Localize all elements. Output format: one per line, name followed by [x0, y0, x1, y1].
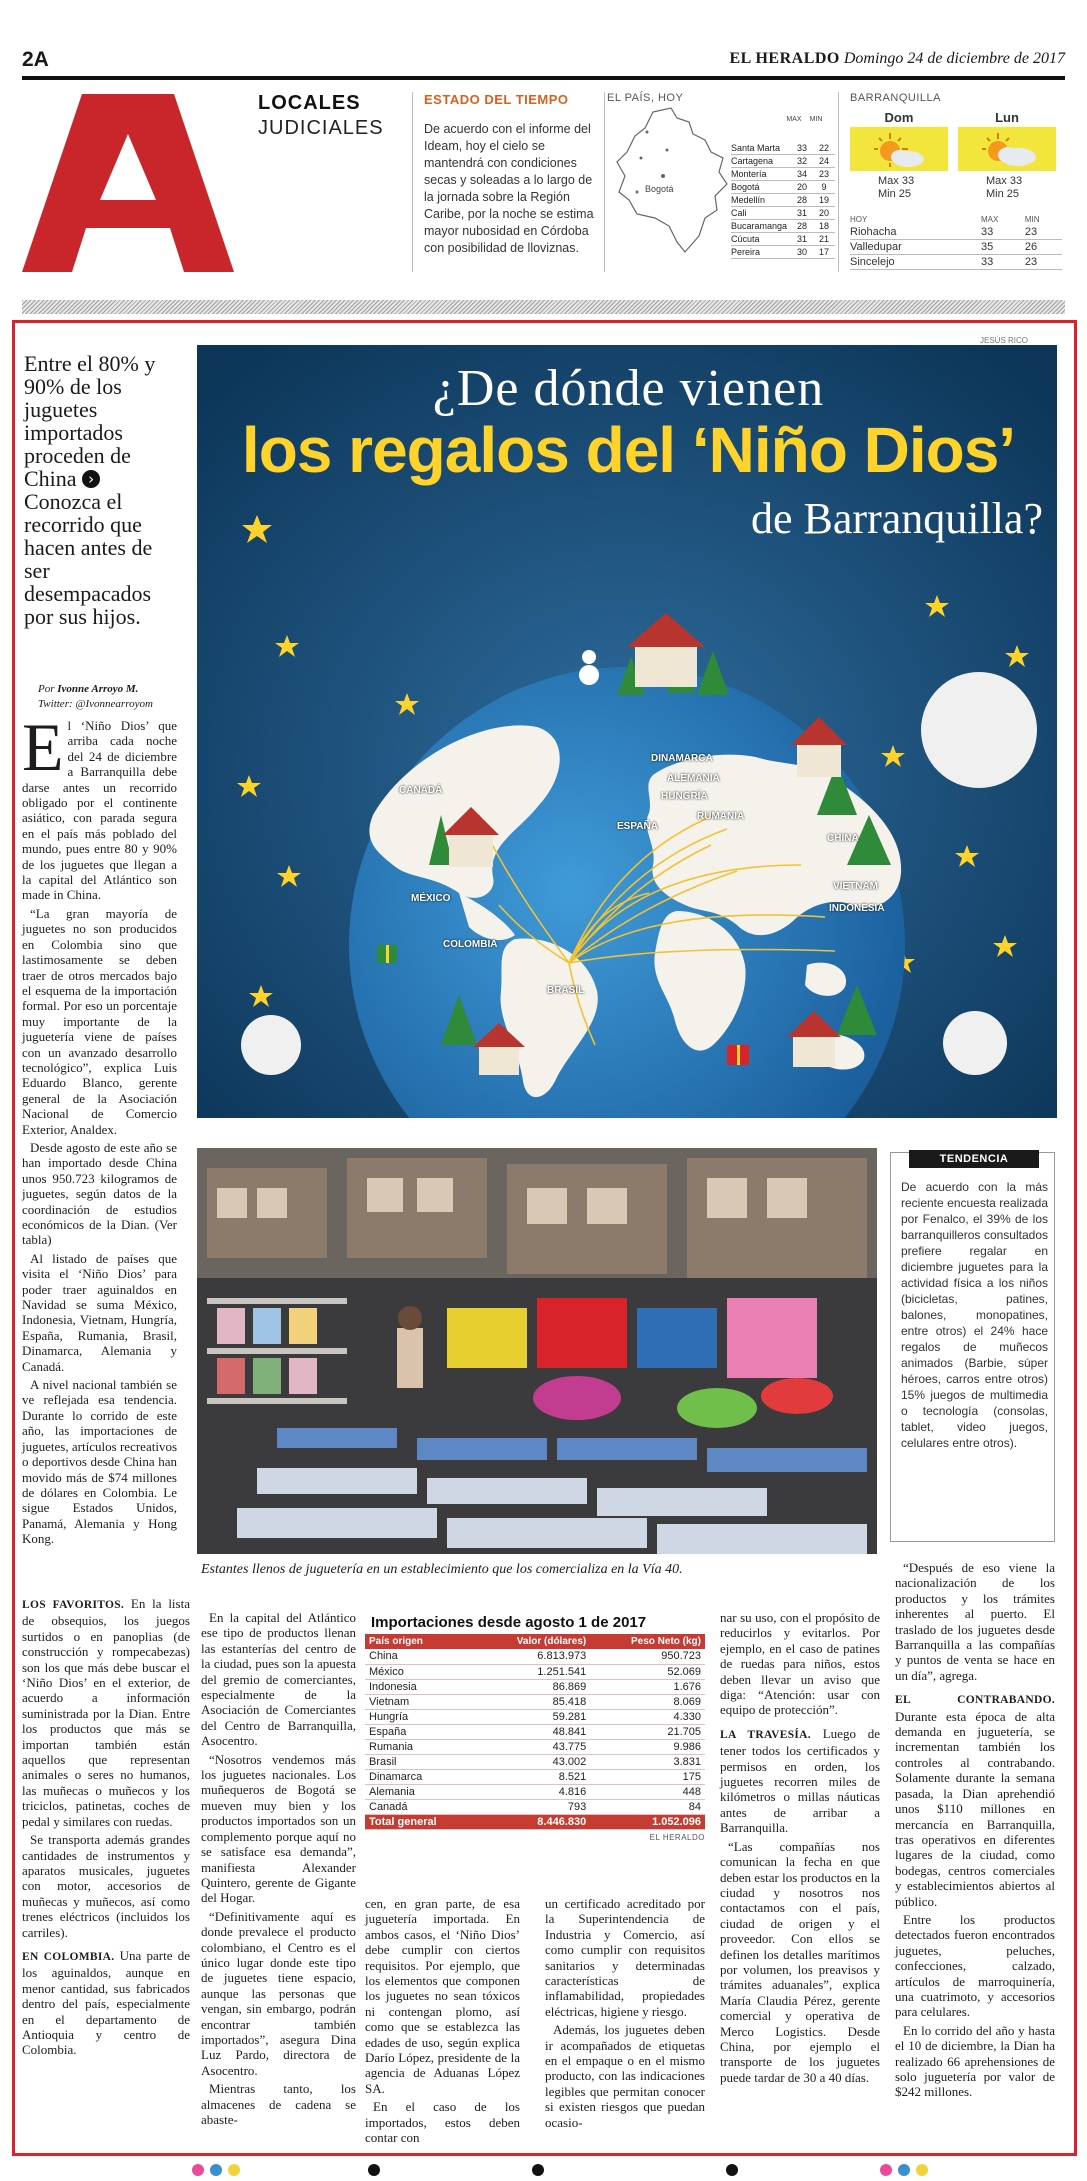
- section-title: [258, 92, 428, 140]
- illustration-credit: JESÚS RICO: [980, 336, 1029, 345]
- table-row: [365, 1694, 705, 1709]
- table-row: [365, 1649, 705, 1664]
- article-column-1b: [22, 1596, 190, 2061]
- table-cell: España: [365, 1724, 476, 1739]
- map-city-label: Bogotá: [645, 184, 674, 194]
- article-paragraph: LA TRAVESÍA. Luego de tener todos los certificados y permisos en orden, los juguetes recorren miles de kilómetros o millas náuticas antes de arribar a Barranquilla.: [720, 1725, 881, 1836]
- article-column-5: [720, 1610, 880, 2088]
- headline-main: los regalos del ‘Niño Dios’: [241, 414, 1016, 486]
- table-cell: 1.052.096: [590, 1814, 705, 1829]
- table-row: [850, 225, 1062, 240]
- forecast-max: Max 33: [878, 175, 915, 187]
- country-weather-title: EL PAÍS, HOY: [607, 92, 684, 104]
- table-cell: 1.251.541: [476, 1664, 590, 1679]
- table-cell: 28: [791, 194, 813, 207]
- article-paragraph: un certificado acreditado por la Superintendencia de Industria y Comercio, así como cumplir con requisitos sanitarios y determinadas características de inflamabilidad, propiedades eléctricas, higiene y riesgo.: [545, 1896, 705, 2019]
- kicker-more: Conozca el recorrido que hacen antes de ser desempacados por sus hijos.: [24, 489, 153, 629]
- imports-table: [365, 1614, 705, 1842]
- table-cell: 8.069: [590, 1694, 705, 1709]
- table-row: [365, 1769, 705, 1784]
- table-row: [731, 233, 835, 246]
- table-cell: 23: [813, 168, 835, 181]
- col-max-label: MAX: [981, 215, 999, 224]
- map-label-hungria: HUNGRÍA: [661, 791, 708, 802]
- forecast-day: [850, 110, 948, 201]
- author-twitter: Twitter: @Ivonnearroyom: [38, 698, 153, 710]
- article-paragraph: “La gran mayoría de juguetes no son producidos en Colombia sino que lastimosamente se deben traer de otros mercados bajo el esquema de la importación formal. Por eso un porcentaje muy importante de la juguetería viene de países con un avanzado desarrollo tecnológico”, explica Luis Eduardo Blanco, gerente general de la Asociación Nacional de Comercio Exterior, Analdex.: [22, 905, 177, 1137]
- section-letter: [22, 92, 234, 272]
- toy-store-photo: [197, 1148, 877, 1554]
- article-paragraph: EL CONTRABANDO. Durante esta época de alta demanda en juguetería, se incrementan también los controles al contrabando. Solamente durante la semana pasada, la Dian aprehendió unos $110 millones en mercancía en Barranquilla, tras operativos en diferentes lugares de la ciudad, como bodegas, centros comerciales y establecimientos abiertos al público.: [895, 1694, 1055, 1909]
- table-cell: 59.281: [476, 1709, 590, 1724]
- imports-table-source: EL HERALDO: [649, 1832, 705, 1842]
- col-min-label: MIN: [809, 116, 823, 123]
- table-cell: 4.330: [590, 1709, 705, 1724]
- table-cell: 4.816: [476, 1784, 590, 1799]
- table-row: [365, 1709, 705, 1724]
- masthead: [22, 44, 1065, 80]
- map-label-alemania: ALEMANIA: [667, 773, 720, 784]
- table-cell: 43.775: [476, 1739, 590, 1754]
- drop-cap: E: [22, 709, 64, 785]
- article-paragraph: Se transporta además grandes cantidades de instrumentos y aparatos musicales, juguetes con motor, accesorios de muñecas y muñecos, así como trenes eléctricos (incluidos los carriles).: [22, 1832, 190, 1940]
- table-row: [365, 1724, 705, 1739]
- weather-box: [424, 92, 604, 257]
- article-paragraph: Mientras tanto, los almacenes de cadena se abaste-: [201, 2081, 356, 2127]
- forecast-min: Min 25: [878, 188, 912, 200]
- colombia-map-icon: [607, 106, 735, 256]
- table-row: [365, 1664, 705, 1679]
- moon-icon: [943, 1011, 1007, 1075]
- imports-table-title: Importaciones desde agosto 1 de 2017: [371, 1614, 647, 1631]
- table-cell: Riohacha: [850, 225, 981, 240]
- table-cell: 18: [813, 220, 835, 233]
- byline: [38, 682, 178, 712]
- table-cell: 793: [476, 1799, 590, 1814]
- article-paragraph: “Después de eso viene la nacionalización de los productos y los trámites inherentes al puerto. El traslado de los juguetes desde Barranquilla a las compañías y puntos de venta se hace en un día”, agrega.: [895, 1560, 1055, 1683]
- map-label-brasil: BRASIL: [547, 985, 585, 996]
- table-cell: 6.813.973: [476, 1649, 590, 1664]
- forecast-day: [958, 110, 1056, 201]
- imports-col-weight: Peso Neto (kg): [590, 1634, 705, 1649]
- table-row: [365, 1784, 705, 1799]
- table-row: [731, 155, 835, 168]
- article-kicker: [24, 352, 174, 628]
- divider: [604, 92, 605, 272]
- weather-body: De acuerdo con el informe del Ideam, hoy el cielo se mantendrá con condiciones secas y soleadas a lo largo de la jornada sobre la Región Caribe, por la noche se estima mayor nubosidad en Córdoba con posibilidad de lloviznas.: [424, 122, 594, 255]
- col-today-label: HOY: [850, 215, 868, 224]
- article-paragraph: En el caso de los importados, estos deben contar con: [365, 2099, 520, 2146]
- imports-col-value: Valor (dólares): [476, 1634, 590, 1649]
- weather-title: ESTADO DEL TIEMPO: [424, 92, 569, 107]
- article-paragraph: Además, los juguetes deben ir acompañados de etiquetas en el empaque o en el mismo producto, con las indicaciones legibles que permitan conocer si existen riesgos que puedan ocasio-: [545, 2022, 705, 2130]
- table-cell: Bogotá: [731, 181, 791, 194]
- table-cell: 52.069: [590, 1664, 705, 1679]
- table-cell: 9.986: [590, 1739, 705, 1754]
- country-weather: [607, 92, 833, 272]
- moon-icon: [921, 672, 1037, 788]
- section-title-line1: LOCALES: [258, 92, 361, 114]
- table-row: [365, 1739, 705, 1754]
- section-letter-a-icon: [22, 92, 234, 272]
- trend-box: [890, 1152, 1055, 1542]
- article-paragraph: Entre los productos detectados fueron encontrados juguetes, peluches, confecciones, calzado, artículos de marroquinería, una cuatrimoto, y accesorios para celulares.: [895, 1911, 1055, 2020]
- article-paragraph: cen, en gran parte, de esa juguetería importada. En ambos casos, el ‘Niño Dios’ debe cumplir con ciertos requisitos. Por ejemplo, que los elementos que componen los juguetes no sean tóxicos ni contengan plomo, así como que se establezca las edades de uso, según explica Darío López, presidente de la agencia de Aduanas López SA.: [365, 1896, 520, 2096]
- table-cell: 33: [981, 225, 1025, 240]
- section-title-line2: JUDICIALES: [258, 117, 384, 139]
- table-cell: 3.831: [590, 1754, 705, 1769]
- map-label-indonesia: INDONESIA: [829, 903, 885, 914]
- country-weather-header: [783, 116, 835, 123]
- article-paragraph: En la capital del Atlántico ese tipo de productos llenan las estanterías del centro de la ciudad, pues son la apuesta del gremio de comerciantes, especialmente de la Asociación de Comerciantes del Centro de Barranquilla, Asocentro.: [201, 1610, 356, 1749]
- table-cell: 48.841: [476, 1724, 590, 1739]
- table-cell: Alemania: [365, 1784, 476, 1799]
- table-row: [731, 207, 835, 220]
- article-paragraph: El ‘Niño Dios’ que arriba cada noche del 24 de diciembre a Barranquilla debe darse antes un recorrido obligado por el continente asiático, con parada segura en el país más poblado del mundo, pues entre 80 y 90% de los juguetes que llegan a la capital del Atlántico son made in China.: [22, 709, 177, 903]
- map-label-colombia: COLOMBIA: [443, 939, 498, 950]
- article-paragraph: LOS FAVORITOS. En la lista de obsequios, los juegos surtidos o en panoplias (de construcción y rompecabezas) son los que más debe buscar el ‘Niño Dios’ en el exterior, de acuerdo a información suministrada por la Dian. Entre los productos que más se importan también están aquellos que representan animales o seres no humanos, las muñecas o muñecos y los triciclos, patinetas, coches de pedal y similares con ruedas.: [22, 1596, 190, 1829]
- table-cell: Brasil: [365, 1754, 476, 1769]
- table-cell: 84: [590, 1799, 705, 1814]
- table-row: [365, 1754, 705, 1769]
- map-label-mexico: MÉXICO: [411, 893, 451, 904]
- table-row: [731, 168, 835, 181]
- moon-icon: [241, 1015, 301, 1075]
- table-cell: 23: [1025, 255, 1062, 270]
- col-min-label: MIN: [1024, 215, 1040, 224]
- map-label-espana: ESPAÑA: [617, 821, 658, 832]
- paper-date-line: [730, 50, 1066, 68]
- table-cell: Medellín: [731, 194, 791, 207]
- imports-total-row: [365, 1814, 705, 1829]
- table-cell: 950.723: [590, 1649, 705, 1664]
- forecast-day-name: Lun: [995, 110, 1019, 125]
- table-cell: 31: [791, 207, 813, 220]
- article-paragraph: En lo corrido del año y hasta el 10 de diciembre, la Dian ha realizado 66 aprehensiones de solo juguetería por valor de $242 millones.: [895, 2022, 1055, 2100]
- table-cell: 21.705: [590, 1724, 705, 1739]
- barranquilla-weather: [850, 92, 1062, 272]
- article-paragraph: nar su uso, con el propósito de reducirlos y evitarlos. Por ejemplo, en el caso de patines de ruedas para niños, estos deben llevar un aviso que diga: “Atención: usar con equipo de protección”.: [720, 1610, 880, 1718]
- table-cell: Cúcuta: [731, 233, 791, 246]
- barranquilla-title: BARRANQUILLA: [850, 92, 941, 104]
- page-number: 2A: [22, 48, 49, 71]
- imports-col-country: País origen: [365, 1634, 476, 1649]
- forecast-min: Min 25: [986, 188, 1020, 200]
- table-cell: 30: [791, 246, 813, 259]
- map-label-rumania: RUMANIA: [697, 811, 745, 822]
- table-cell: 17: [813, 246, 835, 259]
- headline-top: ¿De dónde vienen: [432, 360, 825, 417]
- table-cell: 34: [791, 168, 813, 181]
- table-cell: China: [365, 1649, 476, 1664]
- table-cell: Dinamarca: [365, 1769, 476, 1784]
- table-cell: Canadá: [365, 1799, 476, 1814]
- divider: [412, 92, 413, 272]
- table-cell: 32: [791, 155, 813, 168]
- arrow-right-icon: ›: [82, 470, 100, 488]
- table-cell: 43.002: [476, 1754, 590, 1769]
- article-paragraph: EN COLOMBIA. Una parte de los aguinaldos, aunque en menor cantidad, sus fabricados dentro del país, especialmente en el departamento de Antioquia y centro de Colombia.: [22, 1947, 190, 2058]
- imports-data-table: [365, 1634, 705, 1830]
- table-cell: Cali: [731, 207, 791, 220]
- table-cell: 33: [791, 142, 813, 155]
- article-paragraph: Desde agosto de este año se han importado desde China unos 950.723 kilogramos de juguetes, según datos de la coordinación de estudios económicos de la Dian. (Ver tabla): [22, 1139, 177, 1248]
- article-column-1: [22, 709, 177, 1550]
- article-paragraph: “Las compañías nos comunican la fecha en que deben estar los productos en la ciudad y nosotros nos contactamos con el país, ciudad de origen y el proveedor. Con ellos se definen los detalles marítimos por volumen, los preavisos y trámites aduanales”, explica María Claudia Pérez, gerente comercial y operativa de Merco Logistics. Desde China, por ejemplo el transporte de los juguetes puede tardar de 30 a 40 días.: [720, 1838, 880, 2085]
- byline-prefix: Por: [38, 683, 55, 695]
- hatched-divider: [22, 300, 1065, 314]
- table-row: [731, 181, 835, 194]
- table-row: [850, 255, 1062, 270]
- table-cell: 448: [590, 1784, 705, 1799]
- table-cell: 28: [791, 220, 813, 233]
- table-cell: 22: [813, 142, 835, 155]
- hero-illustration: [197, 345, 1057, 1118]
- table-cell: Bucaramanga: [731, 220, 791, 233]
- table-cell: Rumania: [365, 1739, 476, 1754]
- article-paragraph: Al listado de países que visita el ‘Niño Dios’ para poder traer aguinaldos en Navidad se suma México, Indonesia, Vietnam, Hungría, España, Rumania, Brasil, Dinamarca, Alemania y Canadá.: [22, 1250, 177, 1374]
- map-label-china: CHINA: [827, 833, 859, 844]
- col-max-label: MAX: [786, 116, 802, 123]
- table-row: [850, 240, 1062, 255]
- table-cell: Hungría: [365, 1709, 476, 1724]
- article-paragraph: A nivel nacional también se ve reflejada esa tendencia. Durante lo corrido de este año, las importaciones de juguetes, artículos recreativos o deportivos desde China han movido más de $74 millones de dólares en Colombia. Le sigue Estados Unidos, Panamá, Alemania y Hong Kong.: [22, 1377, 177, 1547]
- country-weather-table: [731, 142, 835, 259]
- table-cell: 35: [981, 240, 1025, 255]
- trend-body: De acuerdo con la más reciente encuesta realizada por Fenalco, el 39% de los barranquilleros consultados prefiere regalar en diciembre juguetes para la actividad física a los niños (bicicletas, patines, balones, monopatines, entre otros) el 24% hace regalos de muñecos animados (Barbie, súper héroes, carros entre otros) 15% juegos de multimedia o tecnología (consolas, tablet, video juegos, celulares entre otros).: [901, 1180, 1048, 1450]
- table-cell: 19: [813, 194, 835, 207]
- map-label-dinamarca: DINAMARCA: [651, 753, 713, 764]
- kicker-lead: Entre el 80% y 90% de los juguetes importados proceden de China: [24, 351, 156, 491]
- sun-cloud-icon: [958, 127, 1056, 171]
- table-cell: 33: [981, 255, 1025, 270]
- forecast-max: Max 33: [986, 175, 1023, 187]
- person: [397, 1328, 423, 1388]
- table-cell: Total general: [365, 1814, 476, 1829]
- table-cell: 20: [791, 181, 813, 194]
- trend-title: TENDENCIA: [909, 1150, 1039, 1168]
- map-label-canada: CANADÁ: [399, 785, 443, 796]
- table-cell: 26: [1025, 240, 1062, 255]
- table-cell: Santa Marta: [731, 142, 791, 155]
- paper-name: EL HERALDO: [729, 50, 840, 67]
- forecast-day-name: Dom: [884, 110, 914, 125]
- table-cell: Sincelejo: [850, 255, 981, 270]
- author-name: Ivonne Arroyo M.: [57, 683, 139, 695]
- table-cell: 1.676: [590, 1679, 705, 1694]
- table-cell: Cartagena: [731, 155, 791, 168]
- toy-store-image: [197, 1148, 877, 1554]
- table-cell: 85.418: [476, 1694, 590, 1709]
- table-cell: 8.521: [476, 1769, 590, 1784]
- table-cell: 21: [813, 233, 835, 246]
- table-cell: 31: [791, 233, 813, 246]
- article-column-3: [365, 1896, 520, 2149]
- table-cell: Vietnam: [365, 1694, 476, 1709]
- table-cell: Valledupar: [850, 240, 981, 255]
- article-paragraph: “Definitivamente aquí es donde prevalece el producto colombiano, el Centro es el único lugar donde este tipo de juguetes tiene espacio, aunque las personas que vengan, sin embargo, podrán encontrar también importados”, asegura Dina Luz Pardo, directora de Asocentro.: [201, 1908, 356, 2078]
- issue-date: Domingo 24 de diciembre de 2017: [843, 50, 1065, 67]
- table-row: [365, 1679, 705, 1694]
- photo-caption: Estantes llenos de juguetería en un establecimiento que los comercializa en la Vía 40.: [201, 1562, 683, 1577]
- article-column-6: [895, 1560, 1055, 2103]
- table-cell: 23: [1025, 225, 1062, 240]
- sun-cloud-icon: [850, 127, 948, 171]
- article-column-2: [201, 1610, 356, 2130]
- table-cell: 20: [813, 207, 835, 220]
- table-row: [365, 1799, 705, 1814]
- print-registration-marks: [12, 2164, 1077, 2178]
- table-row: [731, 142, 835, 155]
- table-cell: 175: [590, 1769, 705, 1784]
- table-row: [731, 194, 835, 207]
- table-cell: Pereira: [731, 246, 791, 259]
- table-cell: Montería: [731, 168, 791, 181]
- table-row: [731, 220, 835, 233]
- table-cell: 9: [813, 181, 835, 194]
- table-cell: 8.446.830: [476, 1814, 590, 1829]
- article-column-4: [545, 1896, 705, 2133]
- table-cell: México: [365, 1664, 476, 1679]
- table-row: [731, 246, 835, 259]
- article-paragraph: “Nosotros vendemos más los juguetes nacionales. Los muñequeros de Bogotá se mueven muy bien y los productos importados son un complemento porque aquí no se satisface esa demanda”, manifiesta Alexander Quintero, gerente de Gigante del Hogar.: [201, 1751, 356, 1906]
- table-cell: 86.869: [476, 1679, 590, 1694]
- table-cell: Indonesia: [365, 1679, 476, 1694]
- regional-weather-table: [850, 214, 1062, 270]
- divider: [838, 92, 839, 272]
- table-cell: 24: [813, 155, 835, 168]
- map-label-vietnam: VIETNAM: [833, 881, 878, 892]
- masthead-rule: [22, 76, 1065, 80]
- headline-sub: de Barranquilla?: [751, 494, 1043, 543]
